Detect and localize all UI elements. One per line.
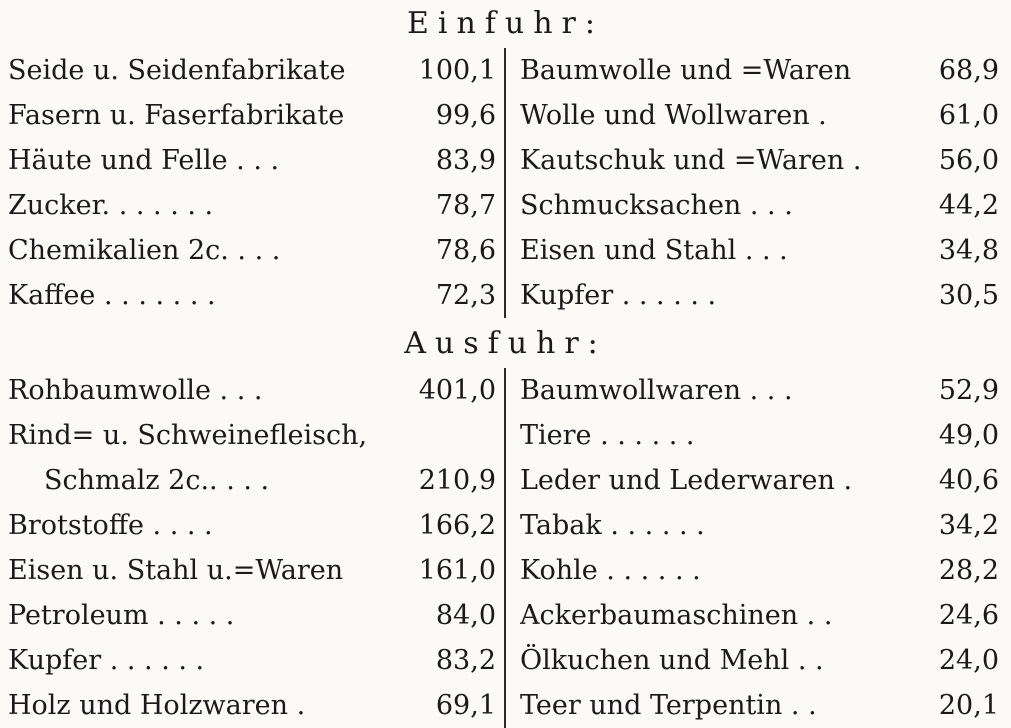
row-value: 40,6 xyxy=(938,465,999,496)
row-value: 78,6 xyxy=(435,235,496,266)
table-row xyxy=(520,228,999,273)
table-row xyxy=(8,458,496,503)
row-label: Eisen u. Stahl u.=Waren xyxy=(8,555,344,586)
row-label: Schmucksachen . . . xyxy=(520,190,793,221)
row-value: 78,7 xyxy=(435,190,496,221)
row-value: 83,2 xyxy=(435,645,496,676)
row-value: 401,0 xyxy=(418,375,496,406)
row-label: Tiere . . . . . . xyxy=(520,420,695,451)
row-label: Tabak . . . . . . xyxy=(520,510,705,541)
table-row xyxy=(8,228,496,273)
row-value: 49,0 xyxy=(938,420,999,451)
row-value: 69,1 xyxy=(435,690,496,721)
row-value: 24,0 xyxy=(938,645,999,676)
table-row xyxy=(520,48,999,93)
row-label: Wolle und Wollwaren . xyxy=(520,100,827,131)
row-label: Kupfer . . . . . . xyxy=(520,280,717,311)
row-value: 210,9 xyxy=(418,465,496,496)
table-row xyxy=(520,93,999,138)
row-value: 84,0 xyxy=(435,600,496,631)
table-row xyxy=(520,683,999,728)
row-value: 34,8 xyxy=(938,235,999,266)
row-value: 100,1 xyxy=(418,55,496,86)
import-table xyxy=(8,48,1003,318)
table-row xyxy=(520,183,999,228)
row-value: 68,9 xyxy=(938,55,999,86)
row-value: 20,1 xyxy=(938,690,999,721)
table-row xyxy=(520,458,999,503)
export-right-column xyxy=(504,368,999,728)
row-label: Kohle . . . . . . xyxy=(520,555,701,586)
row-value: 72,3 xyxy=(435,280,496,311)
row-value: 44,2 xyxy=(938,190,999,221)
row-label: Rind= u. Schweinefleisch, xyxy=(8,420,368,451)
table-row xyxy=(8,683,496,728)
table-row xyxy=(8,273,496,318)
row-value: 61,0 xyxy=(938,100,999,131)
table-row xyxy=(8,93,496,138)
row-label: Schmalz 2c.. . . . xyxy=(44,465,270,496)
import-heading: Einfuhr: xyxy=(406,6,604,41)
table-row xyxy=(8,413,496,458)
table-row xyxy=(520,413,999,458)
row-label: Teer und Terpentin . . xyxy=(520,690,817,721)
table-row xyxy=(8,503,496,548)
row-label: Rohbaumwolle . . . xyxy=(8,375,263,406)
export-table xyxy=(8,368,1003,728)
table-row xyxy=(8,183,496,228)
row-label: Brotstoffe . . . . xyxy=(8,510,213,541)
row-label: Kautschuk und =Waren . xyxy=(520,145,862,176)
table-row xyxy=(8,548,496,593)
row-value: 56,0 xyxy=(938,145,999,176)
table-row xyxy=(8,593,496,638)
table-row xyxy=(520,548,999,593)
table-row xyxy=(520,138,999,183)
row-value: 28,2 xyxy=(938,555,999,586)
table-row xyxy=(8,638,496,683)
row-label: Baumwolle und =Waren xyxy=(520,55,852,86)
row-label: Häute und Felle . . . xyxy=(8,145,280,176)
export-heading: Ausfuhr: xyxy=(404,326,607,361)
row-label: Ölkuchen und Mehl . . xyxy=(520,645,824,676)
row-label: Holz und Holzwaren . xyxy=(8,690,306,721)
table-row xyxy=(8,48,496,93)
row-label: Zucker. . . . . . . xyxy=(8,190,214,221)
row-label: Ackerbaumaschinen . . xyxy=(520,600,833,631)
table-row xyxy=(520,638,999,683)
table-row xyxy=(520,593,999,638)
table-row xyxy=(520,368,999,413)
row-label: Kupfer . . . . . . xyxy=(8,645,205,676)
import-right-column xyxy=(504,48,999,318)
table-row xyxy=(8,368,496,413)
export-left-column xyxy=(8,368,504,728)
table-row xyxy=(8,138,496,183)
row-label: Leder und Lederwaren . xyxy=(520,465,853,496)
row-label: Seide u. Seidenfabrikate xyxy=(8,55,346,86)
row-value: 52,9 xyxy=(938,375,999,406)
row-value: 34,2 xyxy=(938,510,999,541)
row-label: Eisen und Stahl . . . xyxy=(520,235,788,266)
import-left-column xyxy=(8,48,504,318)
row-label: Chemikalien 2c. . . . xyxy=(8,235,281,266)
row-label: Kaffee . . . . . . . xyxy=(8,280,216,311)
row-label: Petroleum . . . . . xyxy=(8,600,235,631)
row-value: 166,2 xyxy=(418,510,496,541)
row-value: 83,9 xyxy=(435,145,496,176)
table-row xyxy=(520,503,999,548)
row-value: 24,6 xyxy=(938,600,999,631)
row-label: Fasern u. Faserfabrikate xyxy=(8,100,345,131)
row-label: Baumwollwaren . . . xyxy=(520,375,793,406)
row-value: 99,6 xyxy=(435,100,496,131)
table-row xyxy=(520,273,999,318)
row-value: 161,0 xyxy=(418,555,496,586)
row-value: 30,5 xyxy=(938,280,999,311)
